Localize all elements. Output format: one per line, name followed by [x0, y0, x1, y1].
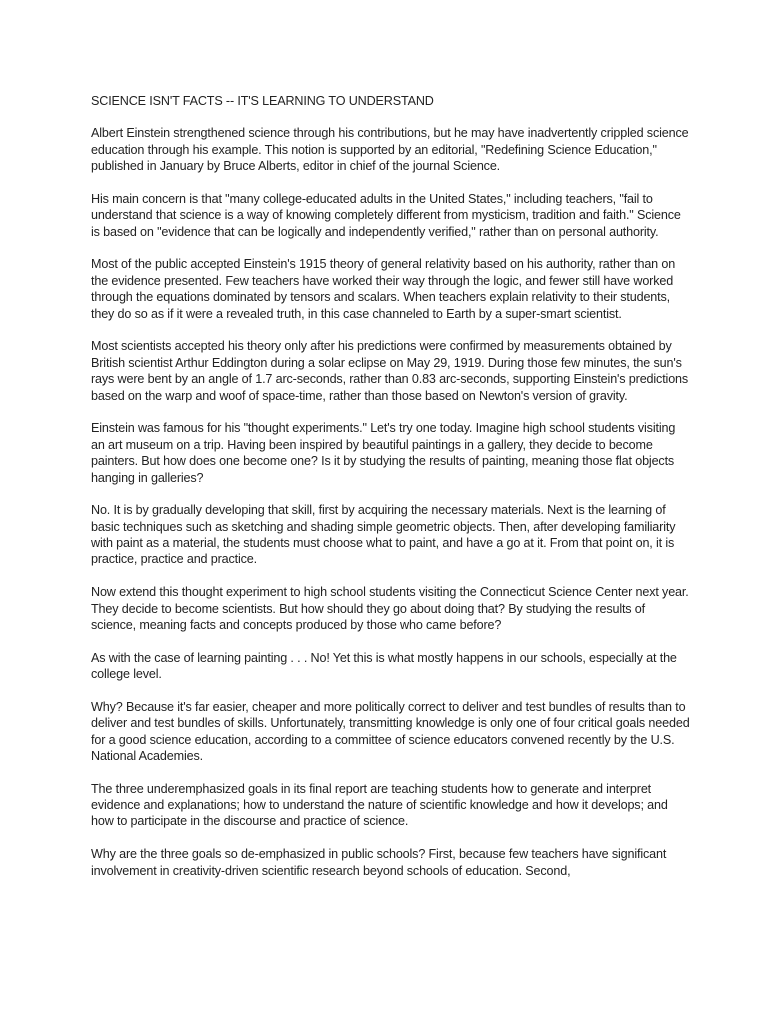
paragraph-9: Why? Because it's far easier, cheaper and more politically correct to deliver and test bundles of results than to deliver and test bundles of skills. Unfortunately, transmitting knowledge is only one of four critical goals needed for a good science education, according to a committee of science educators convened recently by the U.S. National Academies.	[91, 699, 690, 763]
paragraph-3: Most of the public accepted Einstein's 1915 theory of general relativity based on his authority, rather than on the evidence presented. Few teachers have worked their way through the logic, and fewer still have worked through the equations dominated by tensors and scalars. When teachers explain relativity to their students, they do so as if it were a revealed truth, in this case channeled to Earth by a super-smart scientist.	[91, 257, 676, 321]
paragraph-4: Most scientists accepted his theory only after his predictions were confirmed by measurements obtained by British scientist Arthur Eddington during a solar eclipse on May 29, 1919. During those few minutes, the sun's rays were bent by an angle of 1.7 arc-seconds, rather than 0.83 arc-seconds, supporting Einstein's predictions based on the warp and woof of space-time, rather than those based on Newton's version of gravity.	[91, 339, 689, 403]
paragraph-10: The three underemphasized goals in its final report are teaching students how to generate and interpret evidence and explanations; how to understand the nature of scientific knowledge and how it develops; and how to participate in the discourse and practice of science.	[91, 781, 668, 829]
paragraph-6: No. It is by gradually developing that skill, first by acquiring the necessary materials. Next is the learning of basic techniques such as sketching and shading simple geometric objects. Then, after developing familiarity with paint as a material, the students must choose what to paint, and have a go at it. From that point on, it is practice, practice and practice.	[91, 503, 676, 567]
paragraph-11: Why are the three goals so de-emphasized in public schools? First, because few teachers have significant involvement in creativity-driven scientific research beyond schools of education. Second,	[91, 847, 667, 878]
document-page	[91, 93, 691, 895]
paragraph-1: Albert Einstein strengthened science through his contributions, but he may have inadvertently crippled science education through his example. This notion is supported by an editorial, "Redefining Science Education," published in January by Bruce Alberts, editor in chief of the journal Science.	[91, 126, 689, 174]
paragraph-8: As with the case of learning painting . . . No! Yet this is what mostly happens in our schools, especially at the college level.	[91, 650, 677, 682]
paragraph-2: His main concern is that "many college-educated adults in the United States," including teachers, "fail to understand that science is a way of knowing completely different from mysticism, tradition and faith." Science is based on "evidence that can be logically and independently verified," rather than on personal authority.	[91, 191, 681, 239]
paragraph-5: Einstein was famous for his "thought experiments." Let's try one today. Imagine high school students visiting an art museum on a trip. Having been inspired by beautiful paintings in a gallery, they decide to become painters. But how does one become one? Is it by studying the results of painting, meaning those flat objects hanging in galleries?	[91, 421, 676, 485]
paragraph-7: Now extend this thought experiment to high school students visiting the Connecticut Science Center next year. They decide to become scientists. But how should they go about doing that? By studying the results of science, meaning facts and concepts produced by those who came before?	[91, 585, 689, 632]
article-title: SCIENCE ISN'T FACTS -- IT'S LEARNING TO UNDERSTAND	[91, 94, 434, 108]
